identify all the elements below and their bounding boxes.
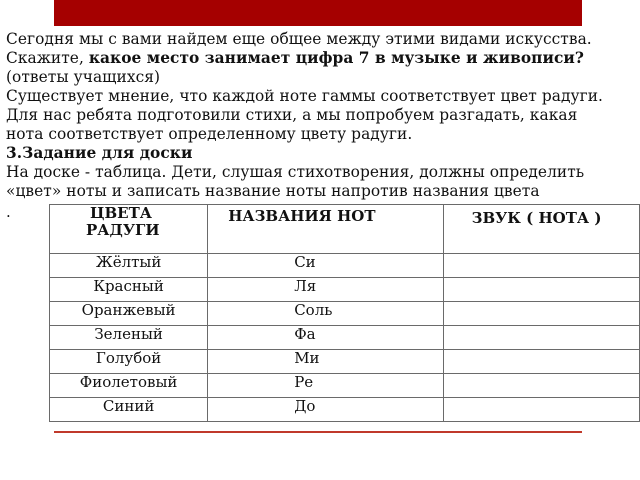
note-name-cell: Фа [208, 326, 443, 350]
note-name-cell: Ля [208, 278, 443, 302]
sound-cell [443, 254, 639, 278]
bullet-dot: . [6, 203, 11, 221]
header-note-names: НАЗВАНИЯ НОТ [208, 205, 443, 254]
sound-cell [443, 350, 639, 374]
table-row [50, 350, 640, 374]
header-bar [54, 0, 582, 26]
paragraph-line: (ответы учащихся) [6, 68, 161, 86]
color-cell: Жёлтый [50, 254, 208, 278]
paragraph-line: Для нас ребята подготовили стихи, а мы попробуем разгадать, какая [6, 106, 578, 124]
color-cell: Красный [50, 278, 208, 302]
header-colors-line2: РАДУГИ [86, 221, 160, 239]
note-name-cell: До [208, 398, 443, 422]
question-prefix: Скажите, [6, 49, 89, 67]
paragraph-line: нота соответствует определенному цвету радуги. [6, 125, 413, 143]
color-cell: Синий [50, 398, 208, 422]
sound-cell [443, 278, 639, 302]
paragraph-line: «цвет» ноты и записать название ноты напротив названия цвета [6, 182, 540, 200]
question-line [6, 49, 636, 68]
table-header-row [50, 205, 640, 254]
table-row [50, 254, 640, 278]
note-name-cell: Соль [208, 302, 443, 326]
note-name-cell: Ре [208, 374, 443, 398]
sound-cell [443, 326, 639, 350]
note-name-cell: Си [208, 254, 443, 278]
table-row [50, 374, 640, 398]
paragraph-line: Существует мнение, что каждой ноте гаммы соответствует цвет радуги. [6, 87, 603, 105]
header-colors-line1: ЦВЕТА [90, 204, 152, 222]
color-cell: Голубой [50, 350, 208, 374]
header-sound: ЗВУК ( НОТА ) [443, 205, 639, 254]
color-cell: Зеленый [50, 326, 208, 350]
header-colors [50, 205, 208, 254]
note-name-cell: Ми [208, 350, 443, 374]
task-heading: 3.Задание для доски [6, 144, 193, 162]
color-cell: Фиолетовый [50, 374, 208, 398]
footer-line [54, 431, 582, 433]
sound-cell [443, 302, 639, 326]
sound-cell [443, 374, 639, 398]
table-row [50, 302, 640, 326]
lesson-text [6, 30, 636, 201]
question-bold: какое место занимает цифра 7 в музыке и живописи? [88, 49, 584, 67]
color-cell: Оранжевый [50, 302, 208, 326]
table-row [50, 326, 640, 350]
rainbow-notes-table [49, 204, 640, 422]
table-row [50, 278, 640, 302]
sound-cell [443, 398, 639, 422]
paragraph-line: На доске - таблица. Дети, слушая стихотворения, должны определить [6, 163, 585, 181]
table-row [50, 398, 640, 422]
paragraph-line: Сегодня мы с вами найдем еще общее между этими видами искусства. [6, 30, 592, 48]
